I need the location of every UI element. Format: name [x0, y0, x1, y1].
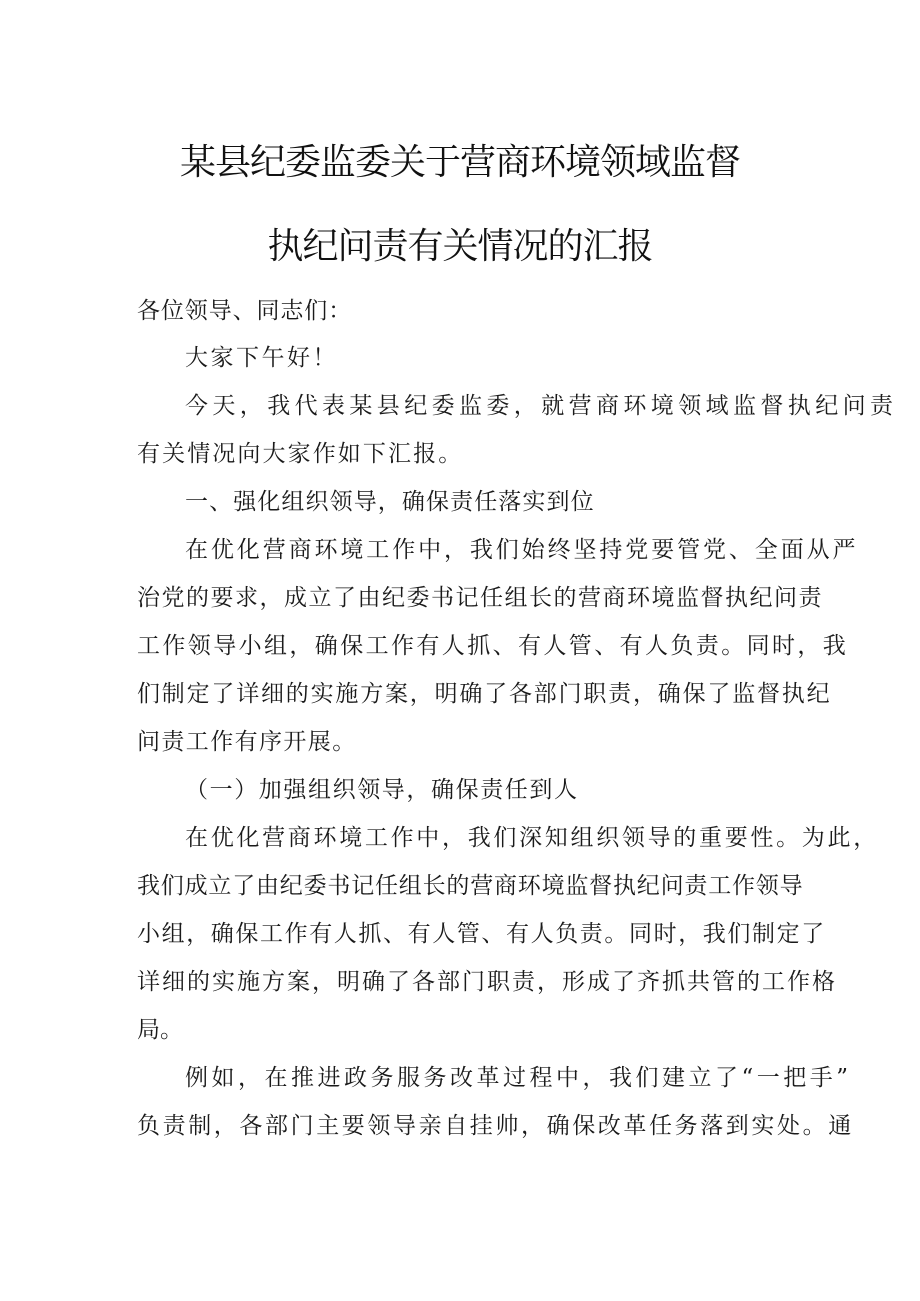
paragraph-line: 详细的实施方案，明确了各部门职责，形成了齐抓共管的工作格 — [137, 969, 837, 995]
paragraph-line: 在优化营商环境工作中，我们深知组织领导的重要性。为此， — [185, 825, 879, 851]
paragraph-line: 负责制，各部门主要领导亲自挂帅，确保改革任务落到实处。通 — [137, 1113, 854, 1139]
paragraph-line: 们制定了详细的实施方案，明确了各部门职责，确保了监督执纪 — [137, 681, 832, 707]
paragraph-line: 问责工作有序开展。 — [137, 729, 357, 755]
paragraph-line: 工作领导小组，确保工作有人抓、有人管、有人负责。同时，我 — [137, 633, 849, 659]
document-title-line-2: 执纪问责有关情况的汇报 — [267, 226, 653, 267]
paragraph-line: 例如，在推进政务服务改革过程中，我们建立了“一把手” — [185, 1065, 852, 1091]
salutation: 各位领导、同志们： — [137, 298, 353, 324]
subsection-heading: （一）加强组织领导，确保责任到人 — [185, 777, 579, 803]
paragraph-line: 小组，确保工作有人抓、有人管、有人负责。同时，我们制定了 — [137, 921, 826, 947]
greeting: 大家下午好！ — [185, 345, 338, 371]
paragraph-line: 今天，我代表某县纪委监委，就营商环境领域监督执纪问责 — [185, 393, 898, 419]
document-title-line-1: 某县纪委监委关于营商环境领域监督 — [179, 142, 740, 183]
section-heading: 一、强化组织领导，确保责任落实到位 — [185, 489, 595, 515]
paragraph-line: 有关情况向大家作如下汇报。 — [137, 441, 464, 467]
paragraph-line: 在优化营商环境工作中，我们始终坚持党要管党、全面从严 — [185, 537, 859, 563]
paragraph-line: 我们成立了由纪委书记任组长的营商环境监督执纪问责工作领导 — [137, 873, 804, 899]
paragraph-line: 局。 — [137, 1017, 183, 1043]
paragraph-line: 治党的要求，成立了由纪委书记任组长的营商环境监督执纪问责 — [137, 585, 823, 611]
